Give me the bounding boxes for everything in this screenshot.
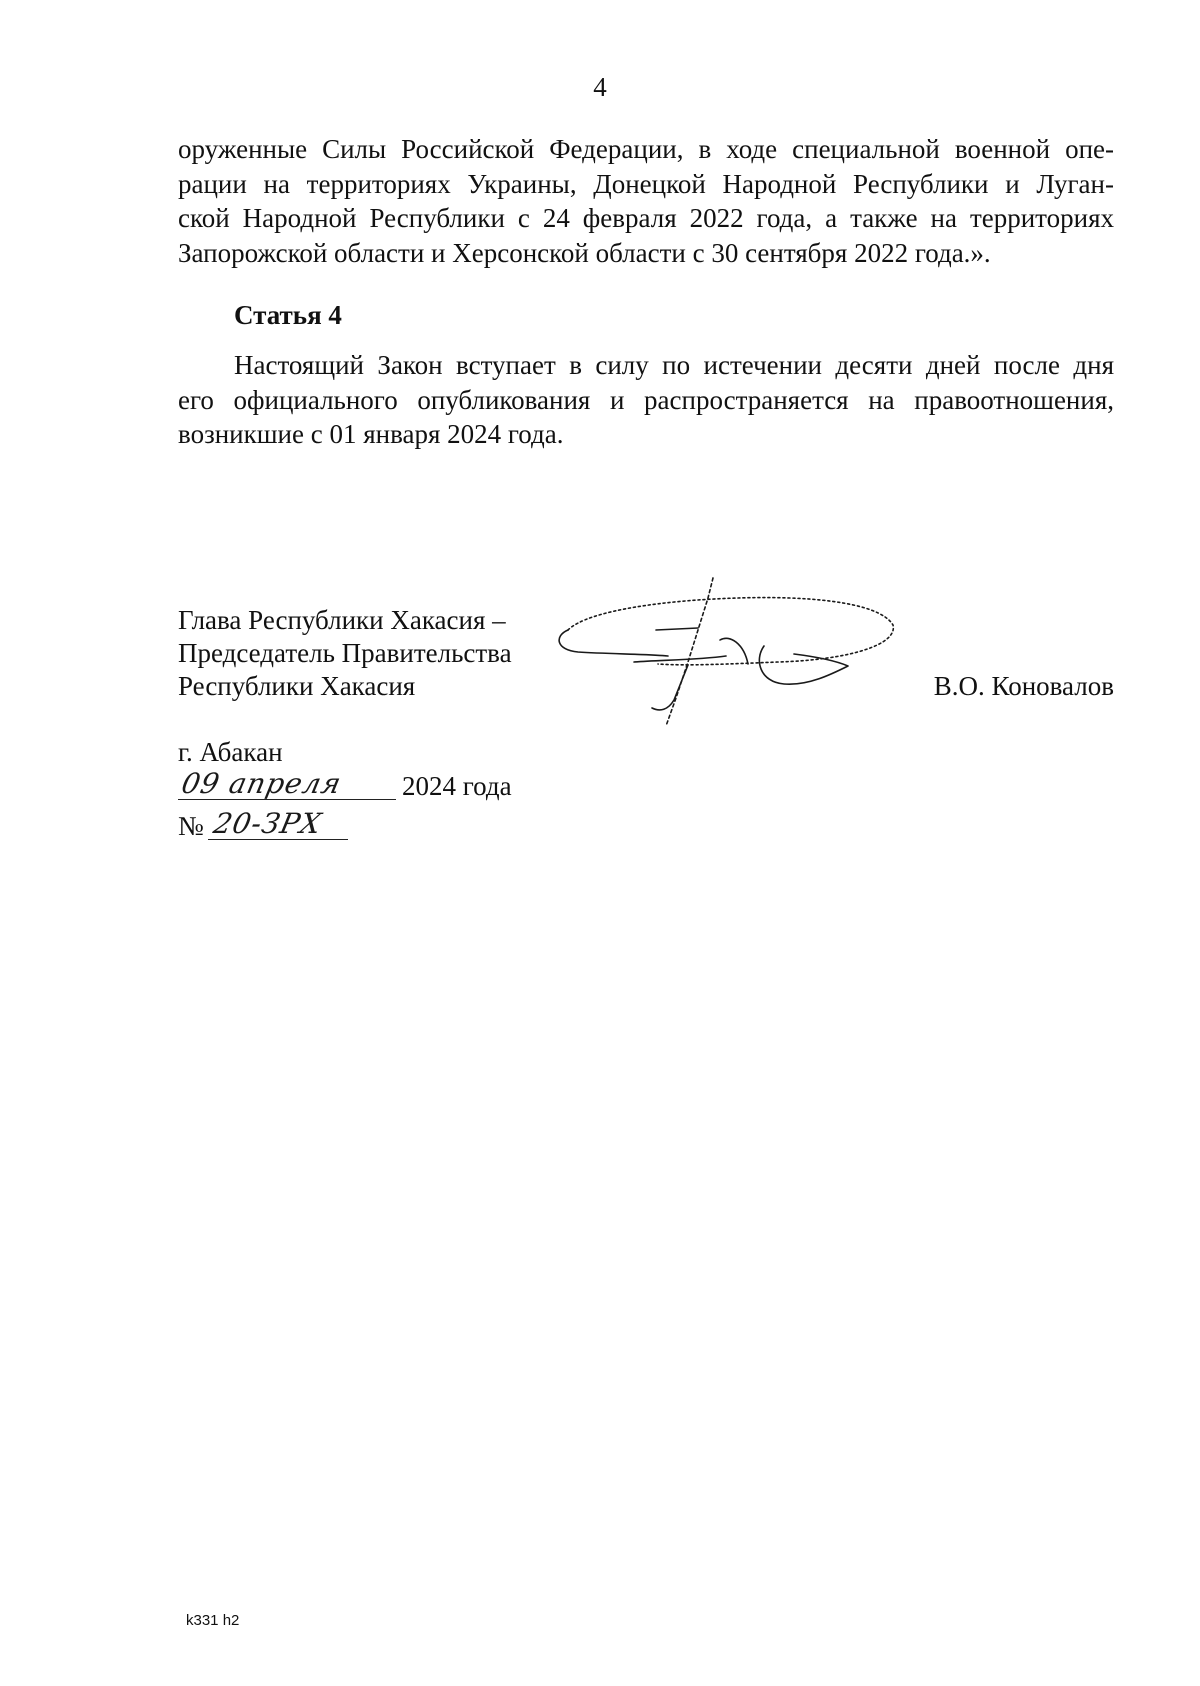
paragraph-line: возникшие с 01 января 2024 года. [178,419,564,449]
signer-title-line: Глава Республики Хакасия – [178,605,506,635]
paragraph-line: его официального опубликования и распространяется на правоотношения, [178,384,1114,415]
city: г. Абакан [178,737,283,767]
article-paragraph [178,348,1114,452]
issue-date [178,768,512,804]
page-number: 4 [593,72,607,102]
paragraph-continuation [178,132,1114,270]
issue-year: 2024 года [402,771,512,801]
signer-title-line: Председатель Правительства [178,638,512,668]
article-heading: Статья 4 [234,300,342,330]
number-sign: № [178,811,204,841]
handwritten-signature [548,570,908,740]
paragraph-line: ской Народной Республики с 24 февраля 2022 года, а также на территориях [178,203,1114,233]
handwritten-date-text: 09 апреля [178,767,345,800]
signer-title-line: Республики Хакасия [178,671,416,701]
handwritten-number-text: 20-ЗРХ [210,807,325,840]
paragraph-line: рации на территориях Украины, Донецкой Народной Республики и Луган- [178,168,1114,199]
footer-code: k331 h2 [186,1612,240,1629]
signer-name: В.О. Коновалов [933,671,1114,701]
signer-title [178,604,512,703]
handwritten-number [208,808,348,844]
paragraph-line: оруженные Силы Российской Федерации, в ходе специальной военной опе- [178,134,1114,164]
paragraph-line: Запорожской области и Херсонской области с 30 сентября 2022 года.». [178,237,991,268]
handwritten-date [178,768,396,804]
law-number [178,808,348,844]
paragraph-line: Настоящий Закон вступает в силу по истечении десяти дней после дня [234,350,1114,380]
